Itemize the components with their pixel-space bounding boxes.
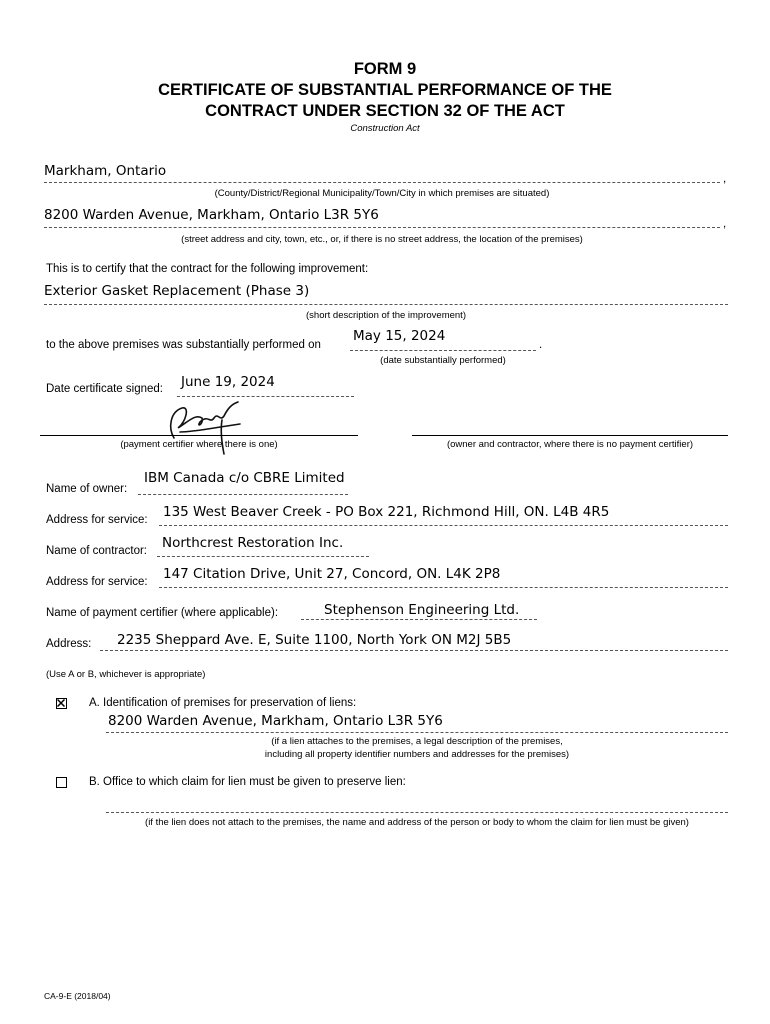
option-a-line xyxy=(106,732,728,733)
improvement-intro: This is to certify that the contract for the following improvement: xyxy=(46,263,369,275)
owner-address-label: Address for service: xyxy=(46,514,148,526)
certifier-label: Name of payment certifier (where applicable): xyxy=(46,607,279,619)
contractor-address-line xyxy=(159,587,728,588)
improvement-value[interactable]: Exterior Gasket Replacement (Phase 3) xyxy=(44,283,310,299)
form-code: CA-9-E (2018/04) xyxy=(44,991,111,1001)
owner-address-value[interactable]: 135 West Beaver Creek - PO Box 221, Richmond Hill, ON. L4B 4R5 xyxy=(163,504,610,520)
option-b-checkbox[interactable] xyxy=(56,777,67,788)
certifier-value[interactable]: Stephenson Engineering Ltd. xyxy=(324,602,520,618)
contractor-label: Name of contractor: xyxy=(46,545,147,557)
certifier-address-label: Address: xyxy=(46,638,92,650)
option-a-caption-2: including all property identifier numbers and addresses for the premises) xyxy=(264,749,570,760)
street-address-caption: (street address and city, town, etc., or, if there is no street address, the location of the premises) xyxy=(181,234,583,245)
certifier-line xyxy=(301,619,537,620)
certifier-address-line xyxy=(100,650,728,651)
owner-contractor-caption: (owner and contractor, where there is no payment certifier) xyxy=(446,439,694,450)
owner-address-line xyxy=(159,525,728,526)
performance-period: . xyxy=(539,339,543,351)
street-address-value[interactable]: 8200 Warden Avenue, Markham, Ontario L3R 5Y6 xyxy=(44,207,379,223)
municipality-line xyxy=(44,182,720,183)
municipality-comma: , xyxy=(723,173,727,185)
municipality-value[interactable]: Markham, Ontario xyxy=(44,163,167,179)
payment-certifier-caption: (payment certifier where there is one) xyxy=(120,439,278,450)
contractor-address-label: Address for service: xyxy=(46,576,148,588)
performance-label: to the above premises was substantially performed on xyxy=(46,339,321,351)
performance-date-line xyxy=(350,350,536,351)
option-a-checkbox[interactable] xyxy=(56,698,67,709)
owner-value[interactable]: IBM Canada c/o CBRE Limited xyxy=(144,470,345,486)
act-name: Construction Act xyxy=(350,123,420,134)
option-b-label: B. Office to which claim for lien must be given to preserve lien: xyxy=(89,776,406,788)
performance-date-caption: (date substantially performed) xyxy=(380,355,506,366)
form-number: FORM 9 xyxy=(353,60,417,78)
owner-label: Name of owner: xyxy=(46,483,128,495)
owner-line xyxy=(138,494,348,495)
street-address-comma: , xyxy=(723,218,727,230)
date-signed-value[interactable]: June 19, 2024 xyxy=(181,374,275,390)
contractor-line xyxy=(157,556,369,557)
option-b-caption: (if the lien does not attach to the premises, the name and address of the person or body to whom the claim for lien must be given) xyxy=(145,817,689,828)
option-a-caption-1: (if a lien attaches to the premises, a legal description of the premises, xyxy=(271,736,563,747)
option-a-value[interactable]: 8200 Warden Avenue, Markham, Ontario L3R 5Y6 xyxy=(108,713,443,729)
improvement-line xyxy=(44,304,728,305)
option-a-label: A. Identification of premises for preservation of liens: xyxy=(89,697,357,709)
checkmark-x-icon xyxy=(57,699,65,707)
contractor-value[interactable]: Northcrest Restoration Inc. xyxy=(162,535,344,551)
form-title-line1: CERTIFICATE OF SUBSTANTIAL PERFORMANCE OF THE xyxy=(158,81,612,99)
performance-date-value[interactable]: May 15, 2024 xyxy=(353,328,446,344)
contractor-address-value[interactable]: 147 Citation Drive, Unit 27, Concord, ON. L4K 2P8 xyxy=(163,566,501,582)
street-address-line xyxy=(44,227,720,228)
payment-certifier-signature-line[interactable] xyxy=(40,435,358,436)
form-title-line2: CONTRACT UNDER SECTION 32 OF THE ACT xyxy=(205,102,565,120)
options-instruction: (Use A or B, whichever is appropriate) xyxy=(46,669,206,680)
option-b-line[interactable] xyxy=(106,812,728,813)
owner-contractor-signature-line[interactable] xyxy=(412,435,728,436)
municipality-caption: (County/District/Regional Municipality/Town/City in which premises are situated) xyxy=(214,188,550,199)
date-signed-line xyxy=(177,396,354,397)
certifier-address-value[interactable]: 2235 Sheppard Ave. E, Suite 1100, North York ON M2J 5B5 xyxy=(117,632,512,648)
date-signed-label: Date certificate signed: xyxy=(46,383,163,395)
improvement-caption: (short description of the improvement) xyxy=(306,310,466,321)
